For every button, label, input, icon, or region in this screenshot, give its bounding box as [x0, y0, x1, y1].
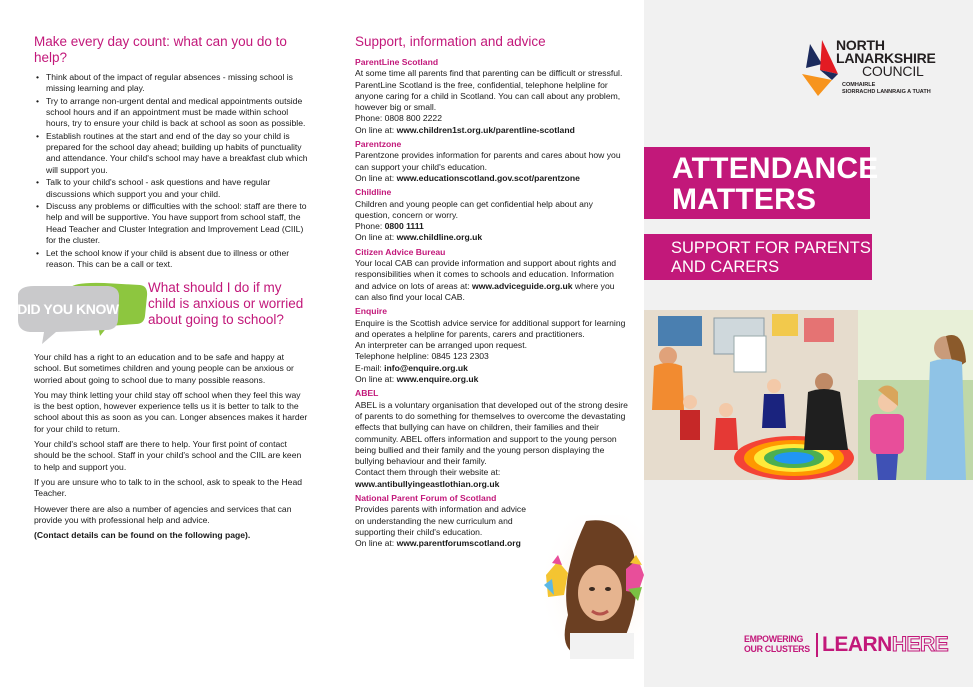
- logo-line-north: NORTH: [836, 37, 885, 53]
- council-logo: [802, 38, 952, 102]
- learn-here-wordmark: [822, 633, 948, 657]
- list-item: • Talk to your child's school - ask questions and have regular discussions which support you and your child.: [34, 177, 308, 199]
- org-parent-forum: [355, 493, 533, 549]
- org-link[interactable]: www.educationscotland.gov.scot/parentzone: [396, 172, 580, 183]
- org-childline: [355, 187, 630, 243]
- subtitle-line2: AND CARERS: [671, 257, 780, 276]
- phone-number: 0845 123 2303: [431, 351, 489, 362]
- subtitle-line1: SUPPORT FOR PARENTS: [671, 239, 871, 257]
- org-description: Children and young people can get confidential help about any question, concern or worry.: [355, 198, 593, 220]
- online-label: On line at:: [355, 232, 397, 243]
- phone-label: Phone:: [355, 113, 385, 124]
- tagline-divider: [816, 633, 818, 657]
- section-heading-help: Make every day count: what can you do to help?: [34, 34, 287, 65]
- org-citizen-advice: [355, 247, 630, 303]
- left-panel: [0, 0, 322, 687]
- body-paragraph: Your child has a right to an education and to be safe and happy at school. But sometimes children and young people can be anxious or worried about going to school due to many possible reasons.: [34, 351, 294, 385]
- section-heading-support: Support, information and advice: [355, 34, 546, 49]
- title-banner: [644, 147, 879, 219]
- org-description: Provides parents with information and advice on understanding the new curriculum and supporting their child's education.: [355, 504, 527, 537]
- online-label: On line at:: [355, 172, 397, 183]
- learn-word: LEARN: [822, 633, 892, 656]
- org-title: Childline: [355, 187, 392, 198]
- title-line2: MATTERS: [672, 183, 817, 216]
- subtitle-banner: [644, 234, 872, 280]
- org-link[interactable]: www.children1st.org.uk/parentline-scotland: [396, 124, 575, 135]
- child-painted-hands-photo: [538, 515, 644, 659]
- org-online: [355, 232, 630, 243]
- org-phone: [355, 113, 630, 124]
- org-description: Enquire is the Scottish advice service for additional support for learning and operates a helpline for parents, carers and practitioners.: [355, 317, 626, 339]
- email-link[interactable]: info@enquire.org.uk: [384, 362, 468, 373]
- org-online: [355, 374, 630, 385]
- org-phone: [355, 351, 630, 362]
- org-title: Enquire: [355, 306, 387, 317]
- list-item: • Establish routines at the start and end of the day so your child is prepared for the school day ahead; building up habits of punctuality and attendance. Your child's school may have a breakfast club which will support you.: [34, 131, 308, 176]
- did-you-know-block: [17, 279, 308, 352]
- online-label: On line at:: [355, 374, 397, 385]
- org-text: At some time all parents find that parenting can be difficult or stressful. ParentLine Scotland is the free, confidential, telephone helpline for anyone caring for a child in Scotland. You can call about any problem, however big or small.: [355, 68, 623, 113]
- phone-number: 0800 1111: [384, 221, 424, 232]
- did-you-know-badge: [12, 280, 150, 350]
- logo-line-lanarkshire: LANARKSHIRE: [836, 50, 936, 66]
- org-online: [355, 173, 630, 184]
- org-contact-note: Contact them through their website at:: [355, 467, 501, 478]
- org-parentline: [355, 57, 630, 136]
- classroom-photo: [644, 310, 973, 480]
- body-paragraph: Your child's school staff are there to help. Your first point of contact should be the school. Staff in your child's school and the CIIL are keen to help and support you.: [34, 439, 302, 472]
- phone-number: 0808 800 2222: [384, 113, 442, 124]
- org-title: ParentLine Scotland: [355, 57, 439, 67]
- org-online: [355, 125, 630, 136]
- org-interpreter-note: An interpreter can be arranged upon request.: [355, 340, 527, 351]
- list-item: • Try to arrange non-urgent dental and medical appointments outside school hours and if an appointment must be made within school hours, try to ensure your child is back at school as soon as possible.: [34, 96, 308, 130]
- logo-gaelic-line2: SIORRACHD LANNRAIG A TUATH: [842, 89, 931, 95]
- org-link[interactable]: www.adviceguide.org.uk: [472, 280, 573, 291]
- org-link[interactable]: www.parentforumscotland.org: [396, 538, 521, 549]
- org-description: ABEL is a voluntary organisation that developed out of the strong desire of parents to do something for themselves to overcome the devastating effects that bullying can have on children, their families and their community. ABEL offers information and support to the young person being bullied and their family and the young person displaying the bullying behaviour and their family.: [355, 399, 628, 467]
- org-link[interactable]: www.enquire.org.uk: [396, 374, 479, 385]
- org-link[interactable]: www.antibullyingeastlothian.org.uk: [355, 478, 500, 489]
- learn-here-brand: [744, 632, 954, 658]
- title-line1: ATTENDANCE: [672, 152, 879, 185]
- list-item: • Discuss any problems or difficulties with the school: staff are there to help and will be supportive. You have support from school staff, the Head Teacher and Cluster Integration and Improvement Lead (CIIL) for the cluster.: [34, 201, 308, 246]
- here-word: HERE: [891, 633, 949, 656]
- anxious-question-heading: What should I do if my child is anxious or worried about going to school?: [148, 279, 304, 327]
- org-phone: [355, 221, 630, 232]
- org-title: Parentzone: [355, 139, 402, 150]
- org-title: ABEL: [355, 388, 379, 399]
- tagline-line2: OUR CLUSTERS: [744, 644, 810, 654]
- org-description: [355, 258, 630, 303]
- org-email: [355, 363, 630, 374]
- list-item: • Let the school know if your child is absent due to illness or other reason. This can be a call or text.: [34, 248, 308, 270]
- org-parentzone: [355, 139, 630, 184]
- list-item: • Think about of the impact of regular absences - missing school is missing learning and play.: [34, 72, 308, 94]
- org-title: Citizen Advice Bureau: [355, 246, 446, 257]
- phone-label: Telephone helpline:: [355, 351, 432, 362]
- body-paragraph: If you are unsure who to talk to in the school, ask to speak to the Head Teacher.: [34, 476, 302, 499]
- org-abel: [355, 388, 630, 490]
- contact-footnote: (Contact details can be found on the following page).: [34, 530, 251, 541]
- logo-gaelic-line1: COMHAIRLE: [842, 82, 876, 88]
- help-bullet-list: [34, 72, 308, 270]
- body-paragraph: However there are also a number of agencies and services that can provide you with professional help and advice.: [34, 503, 292, 525]
- logo-line-council: COUNCIL: [862, 63, 924, 79]
- org-title: National Parent Forum of Scotland: [355, 492, 497, 503]
- org-link[interactable]: www.childline.org.uk: [396, 232, 483, 243]
- did-you-know-text: DID YOU KNOW: [17, 300, 119, 317]
- org-description: Parentzone provides information for parents and cares about how you can support your child's education.: [355, 150, 621, 172]
- email-label: E-mail:: [355, 362, 385, 373]
- phone-label: Phone:: [355, 221, 385, 232]
- online-label: On line at:: [355, 538, 397, 549]
- org-text: Your local CAB can provide information and support about rights and responsibilities when it comes to schools and education. Information and advice on lots of areas at:: [355, 258, 616, 291]
- cover-panel: [644, 0, 973, 687]
- tagline-line1: EMPOWERING: [744, 634, 804, 644]
- org-text-tail: where you can also find your local CAB.: [355, 280, 615, 302]
- org-enquire: [355, 306, 630, 385]
- online-label: On line at:: [355, 124, 397, 135]
- org-description: [355, 68, 630, 113]
- body-paragraph: You may think letting your child stay off school when they feel this way is the best option, however experience tells us it is better to talk to the school about this as soon as you can. Longer absences makes it harder for your child to return.: [34, 389, 308, 434]
- org-online: [355, 479, 630, 490]
